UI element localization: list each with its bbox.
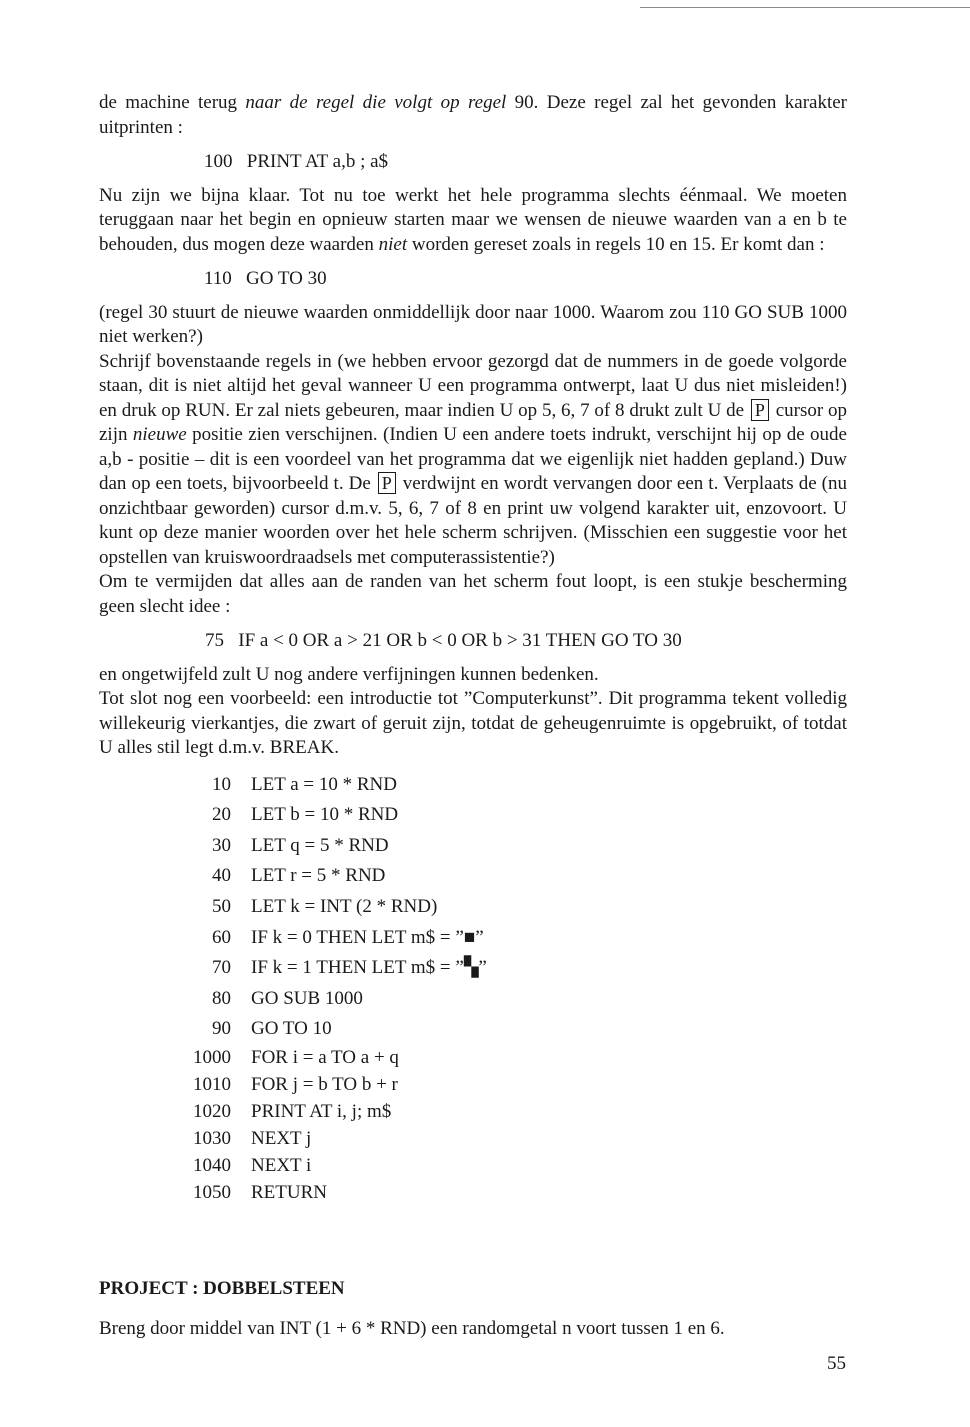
listing-line <box>99 831 847 862</box>
statement: FOR i = a TO a + q <box>251 1047 399 1069</box>
listing-line <box>99 1180 847 1207</box>
line-number: 1040 <box>193 1155 231 1177</box>
final-paragraph: Breng door middel van INT (1 + 6 * RND) een randomgetal n voort tussen 1 en 6. <box>99 1318 725 1339</box>
line-number: 1020 <box>193 1101 231 1123</box>
code-line-100: 100 PRINT AT a,b ; a$ <box>204 151 389 172</box>
page-number: 55 <box>827 1353 846 1374</box>
text-segment: verdwijnt en wordt vervangen door een t. Verplaats de (nu onzichtbaar geworden) cursor d.m.v. 5, 6, 7 of 8 en print uw volgend karakter uit, enzovoort. U kunt op deze manier woorden over het hele scherm schrijven. (Misschien een suggestie voor het opstellen van kruiswoordraadsels met computerassistentie?) <box>99 473 847 568</box>
italic-segment: nieuwe <box>132 424 187 445</box>
statement: PRINT AT i, j; m$ <box>251 1101 392 1123</box>
cursor-key-box: P <box>751 399 769 421</box>
line-number: 70 <box>212 957 231 979</box>
line-number: 30 <box>212 834 231 856</box>
listing-line <box>99 984 847 1015</box>
statement: IF k = 1 THEN LET m$ = ”▚” <box>251 957 487 979</box>
line-number: 60 <box>212 926 231 948</box>
text-segment: cursor op zijn <box>99 399 848 445</box>
line-number: 1010 <box>193 1074 231 1096</box>
text-segment: de machine terug <box>99 92 246 113</box>
line-number: 90 <box>212 1018 231 1040</box>
cursor-key-box: P <box>378 472 396 494</box>
text-segment: worden gereset zoals in regels 10 en 15. Er komt dan : <box>407 233 825 255</box>
italic-segment: niet <box>378 233 408 255</box>
code-line-75: 75 IF a < 0 OR a > 21 OR b < 0 OR b > 31 THEN GO TO 30 <box>205 630 682 651</box>
text-segment: Schrijf bovenstaande regels in (we hebben ervoor gezorgd dat de nummers in de goede volgorde staan, dit is niet altijd het geval wanneer U een programma ontwerpt, laat U dus niet misleiden!) en druk op RUN. Er zal niets gebeuren, maar indien U op 5, 6, 7 of 8 drukt zult U de <box>99 350 847 421</box>
line-number: 40 <box>212 865 231 887</box>
statement: LET b = 10 * RND <box>251 804 399 826</box>
listing-line <box>99 1153 847 1180</box>
statement: IF k = 0 THEN LET m$ = ”■” <box>251 926 484 948</box>
statement: LET q = 5 * RND <box>251 834 389 856</box>
line-number: 50 <box>212 895 231 917</box>
statement: NEXT i <box>251 1155 312 1177</box>
listing-line <box>99 1014 847 1045</box>
statement: FOR j = b TO b + r <box>251 1074 398 1096</box>
text-segment: Nu zijn we bijna klaar. Tot nu toe werkt het hele programma slechts éénmaal. We moeten teruggaan naar het begin en opnieuw starten maar we wensen de nieuwe waarden van a en b te behouden, dus mogen deze waarden <box>99 184 847 255</box>
line-number: 20 <box>212 804 231 826</box>
italic-segment: naar de regel die volgt op regel <box>245 92 507 113</box>
statement: NEXT j <box>251 1128 312 1150</box>
line-number: 80 <box>212 987 231 1009</box>
section-heading: PROJECT : DOBBELSTEEN <box>99 1278 345 1299</box>
listing-line <box>99 1072 847 1099</box>
paragraph-2 <box>99 184 847 258</box>
statement: LET k = INT (2 * RND) <box>251 895 438 917</box>
statement: GO TO 10 <box>251 1018 332 1040</box>
listing-line <box>99 892 847 923</box>
line-number: 1000 <box>193 1047 231 1069</box>
listing-line <box>99 922 847 953</box>
listing-line <box>99 770 847 801</box>
listing-line <box>99 800 847 831</box>
line-number: 10 <box>212 773 231 795</box>
paragraph-7: Tot slot nog een voorbeeld: een introductie tot ”Computerkunst”. Dit programma tekent volledig willekeurig vierkantjes, die zwart of geruit zijn, totdat de geheugenruimte is opgebruikt, of totdat U alles stil legt d.m.v. BREAK. <box>99 688 847 758</box>
paragraph-3: (regel 30 stuurt de nieuwe waarden onmiddellijk door naar 1000. Waarom zou 110 GO SUB 1000 niet werken?) <box>99 301 847 347</box>
statement: LET r = 5 * RND <box>251 865 386 887</box>
paragraph-4 <box>99 350 847 571</box>
program-listing <box>99 770 847 1207</box>
paragraph-1 <box>99 91 847 140</box>
line-number: 1050 <box>193 1182 231 1204</box>
text-segment: 90. Deze regel zal het gevonden karakter uitprinten : <box>99 92 847 138</box>
listing-line <box>99 1045 847 1072</box>
line-number: 1030 <box>193 1128 231 1150</box>
page-body <box>99 91 847 1207</box>
statement: RETURN <box>251 1182 327 1204</box>
text-segment: positie zien verschijnen. (Indien U een andere toets indrukt, verschijnt hij op de oude a,b - positie – dit is een voordeel van het programma dat we eigenlijk niet hadden gepland.) Duw dan op een toets, bijvoorbeeld t. De <box>99 424 847 494</box>
statement: LET a = 10 * RND <box>251 773 397 795</box>
listing-line <box>99 953 847 984</box>
code-line-110: 110 GO TO 30 <box>204 268 327 289</box>
listing-line <box>99 861 847 892</box>
paragraph-5: Om te vermijden dat alles aan de randen van het scherm fout loopt, is een stukje bescherming geen slecht idee : <box>99 571 847 617</box>
listing-line <box>99 1126 847 1153</box>
paragraph-6: en ongetwijfeld zult U nog andere verfijningen kunnen bedenken. <box>99 663 599 685</box>
top-rule <box>640 7 970 8</box>
statement: GO SUB 1000 <box>251 987 363 1009</box>
listing-line <box>99 1099 847 1126</box>
